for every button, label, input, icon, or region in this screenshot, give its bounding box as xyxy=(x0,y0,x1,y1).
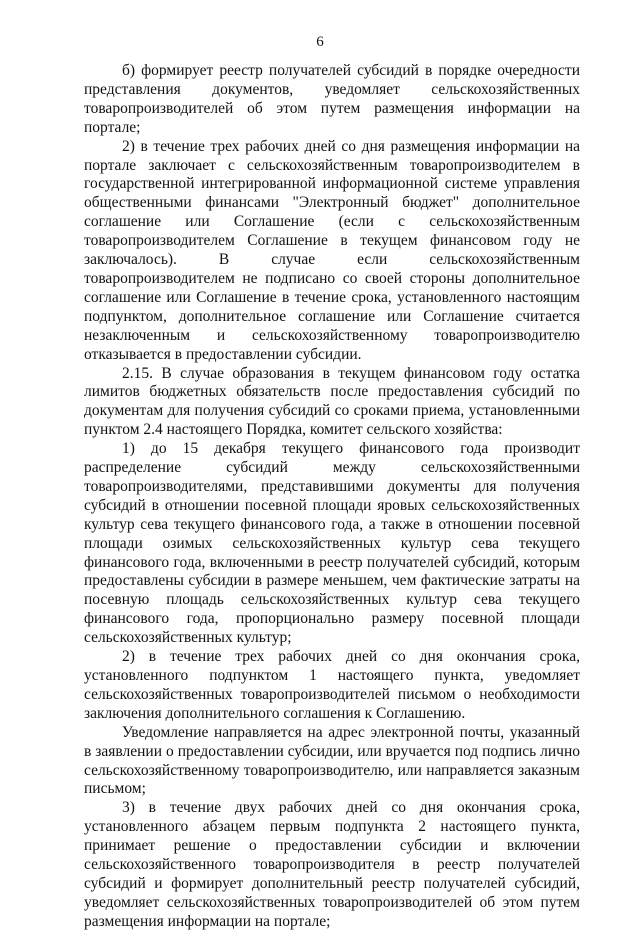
document-body xyxy=(84,62,580,932)
paragraph-b-form-registry: б) формирует реестр получателей субсидий в порядке очередности представления документов, уведомляет сельскохозяйственных товаропроизводителей об этом путем размещения информации на портале; xyxy=(84,62,580,136)
paragraph-2-notification: 2) в течение трех рабочих дней со дня окончания срока, установленного подпунктом 1 настоящего пункта, уведомляет сельскохозяйственных товаропроизводителей письмом о необходимости заключения дополнительного соглашения к Соглашению. xyxy=(84,648,580,722)
page-number: 6 xyxy=(316,34,324,50)
paragraph-1-distribution: 1) до 15 декабря текущего финансового года производит распределение субсидий между сельскохозяйственными товаропроизводителями, представившими документы для получения субсидий в отношении посевной площади яровых сельскохозяйственных культур сева текущего финансового года, а также в отношении посевной площади озимых сельскохозяйственных культур сева текущего финансового года, включенными в реестр получателей субсидий, которым предоставлены субсидии в размере меньшем, чем фактические затраты на посевную площадь сельскохозяйственных культур сева текущего финансового года, пропорционально размеру посевной площади сельскохозяйственных культур; xyxy=(84,440,580,647)
paragraph-2-15-remaining-limits: 2.15. В случае образования в текущем финансовом году остатка лимитов бюджетных обязательств после предоставления субсидий по документам для получения субсидий со сроками приема, установленными пунктом 2.4 настоящего Порядка, комитет сельского хозяйства: xyxy=(84,364,580,439)
paragraph-3-decision: 3) в течение двух рабочих дней со дня окончания срока, установленного абзацем первым подпункта 2 настоящего пункта, принимает решение о предоставлении субсидии и включении сельскохозяйственного товаропроизводителя в реестр получателей субсидий и формирует дополнительный реестр получателей субсидий, уведомляет сельскохозяйственных товаропроизводителей об этом путем размещения информации на портале; xyxy=(84,799,580,930)
paragraph-2-agreement: 2) в течение трех рабочих дней со дня размещения информации на портале заключает с сельскохозяйственным товаропроизводителем в государственной интегрированной информационной системе управления общественными финансами "Электронный бюджет" дополнительное соглашение или Соглашение (если с сельскохозяйственным товаропроизводителем Соглашение в текущем финансовом году не заключалось). В случае если сельскохозяйственным товаропроизводителем не подписано со своей стороны дополнительное соглашение или Соглашение в течение срока, установленного настоящим подпунктом, дополнительное соглашение или Соглашение считается незаключенным и сельскохозяйственному товаропроизводителю отказывается в предоставлении субсидии. xyxy=(84,137,580,363)
paragraph-notification-delivery: Уведомление направляется на адрес электронной почты, указанный в заявлении о предоставлении субсидии, или вручается под подпись лично сельскохозяйственному товаропроизводителю, или направляется заказным письмом; xyxy=(84,723,580,798)
